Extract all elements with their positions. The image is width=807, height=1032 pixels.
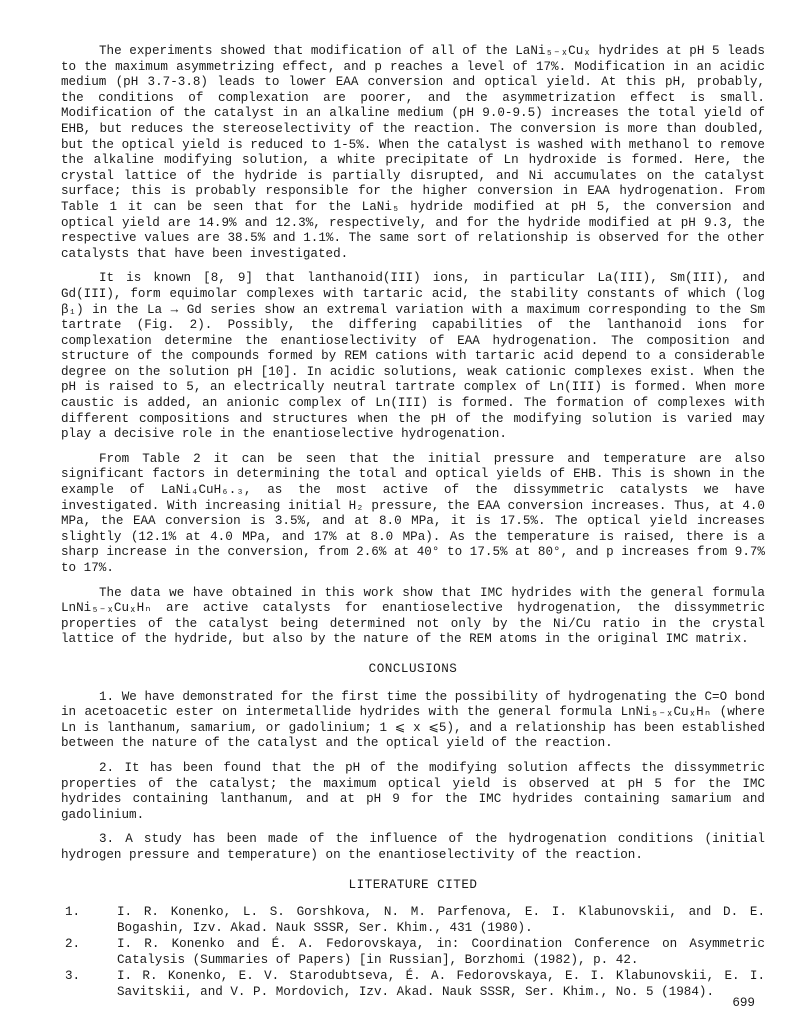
body-text: [61, 44, 765, 648]
conclusions-section: [61, 662, 765, 864]
reference-item: [61, 969, 765, 1000]
paragraph-1: The experiments showed that modification of all of the LaNi₅₋ₓCuₓ hydrides at pH 5 leads to the maximum asymmetrizing effect, and p reaches a level of 17%. Modification in an acidic medium (pH 3.7-3.8) leads to lower EAA conversion and optical yield. At this pH, probably, the conditions of complexation are poorer, and the asymmetrization effect is small. Modification of the catalyst in an alkaline medium (pH 9.0-9.5) increases the total yield of EHB, but reduces the stereoselectivity of the reaction. The conversion is more than doubled, but the optical yield is reduced to 1-5%. When the catalyst is washed with methanol to remove the alkaline modifying solution, a white precipitate of Ln hydroxide is formed. Here, the crystal lattice of the hydride is partially disrupted, and Ni accumulates on the catalyst surface; this is probably responsible for the higher conversion in EAA hydrogenation. From Table 1 it can be seen that for the LaNi₅ hydride modified at pH 5, the conversion and optical yield are 14.9% and 12.3%, respectively, and for the hydride modified at pH 9.3, the respective values are 38.5% and 1.1%. The same sort of relationship is observed for the other catalysts that have been investigated.: [61, 44, 765, 261]
reference-number: 2.: [65, 937, 81, 952]
paragraph-2: It is known [8, 9] that lanthanoid(III) ions, in particular La(III), Sm(III), and Gd(III), form equimolar complexes with tartaric acid, the stability constants of which (log β₁) in the La → Gd series show an extremal variation with a maximum corresponding to the Sm tartrate (Fig. 2). Possibly, the differing capabilities of the lanthanoid ions for complexation determine the enantioselectivity of EAA hydrogenation. The composition and structure of the compounds formed by REM cations with tartaric acid depend to a considerable degree on the solution pH [10]. In acidic solutions, weak cationic complexes exist. When the pH is raised to 5, an electrically neutral tartrate complex of Ln(III) is formed. When more caustic is added, an anionic complex of Ln(III) is formed. The formation of complexes with different compositions and structures when the pH of the modifying solution is varied may play a decisive role in the enantioselective hydrogenation.: [61, 271, 765, 442]
reference-list: [61, 905, 765, 1001]
conclusions-heading: CONCLUSIONS: [368, 661, 458, 676]
reference-item: [61, 937, 765, 968]
reference-text: I. R. Konenko, L. S. Gorshkova, N. M. Parfenova, E. I. Klabunovskii, and D. E. Bogashin, Izv. Akad. Nauk SSSR, Ser. Khim., 431 (1980).: [117, 905, 765, 935]
reference-text: I. R. Konenko, E. V. Starodubtseva, É. A. Fedorovskaya, E. I. Klabunovskii, E. I. Savitskii, and V. P. Mordovich, Izv. Akad. Nauk SSSR, Ser. Khim., No. 5 (1984).: [117, 969, 765, 1000]
literature-heading: LITERATURE CITED: [348, 877, 478, 892]
reference-text: I. R. Konenko and É. A. Fedorovskaya, in: Coordination Conference on Asymmetric Catalysis (Summaries of Papers) [in Russian], Borzhomi (1982), p. 42.: [117, 937, 765, 967]
paragraph-4: The data we have obtained in this work show that IMC hydrides with the general formula LnNi₅₋ₓCuₓHₙ are active catalysts for enantioselective hydrogenation, the dissymmetric properties of the catalyst being determined not only by the Ni/Cu ratio in the crystal lattice of the hydride, but also by the nature of the REM atoms in the original IMC matrix.: [61, 585, 765, 647]
conclusion-item-1: 1. We have demonstrated for the first time the possibility of hydrogenating the C=O bond in acetoacetic ester on intermetallide hydrides with the general formula LnNi₅₋ₓCuₓHₙ (where Ln is lanthanum, samarium, or gadolinium; 1 ⩽ x ⩽5), and a relationship has been established between the nature of the catalyst and the optical yield of the reaction.: [61, 689, 765, 751]
paragraph-3: From Table 2 it can be seen that the initial pressure and temperature are also significant factors in determining the total and optical yields of EHB. This is shown in the example of LaNi₄CuH₆.₃, as the most active of the dissymmetric catalysts we have investigated. With increasing initial H₂ pressure, the EAA conversion increases. Thus, at 4.0 MPa, the EAA conversion is 3.5%, and at 8.0 MPa, it is 17.5%. The optical yield increases slightly (12.1% at 4.0 MPa, and 17% at 8.0 MPa). As the temperature is raised, there is a sharp increase in the conversion, from 2.6% at 40° to 17.5% at 80°, and p increases from 9.7% to 17%.: [61, 451, 765, 575]
conclusion-item-3: 3. A study has been made of the influence of the hydrogenation conditions (initial hydrogen pressure and temperature) on the enantioselectivity of the reaction.: [61, 832, 765, 862]
reference-number: 3.: [65, 969, 81, 984]
reference-item: [61, 905, 765, 936]
conclusion-item-2: 2. It has been found that the pH of the modifying solution affects the dissymmetric properties of the catalyst; the maximum optical yield is observed at pH 5 for the IMC hydrides containing lanthanum, and at pH 9 for the IMC hydrides containing samarium and gadolinium.: [61, 760, 765, 822]
literature-section: [61, 878, 765, 1001]
reference-number: 1.: [65, 905, 81, 920]
page-number: 699: [732, 996, 755, 1011]
